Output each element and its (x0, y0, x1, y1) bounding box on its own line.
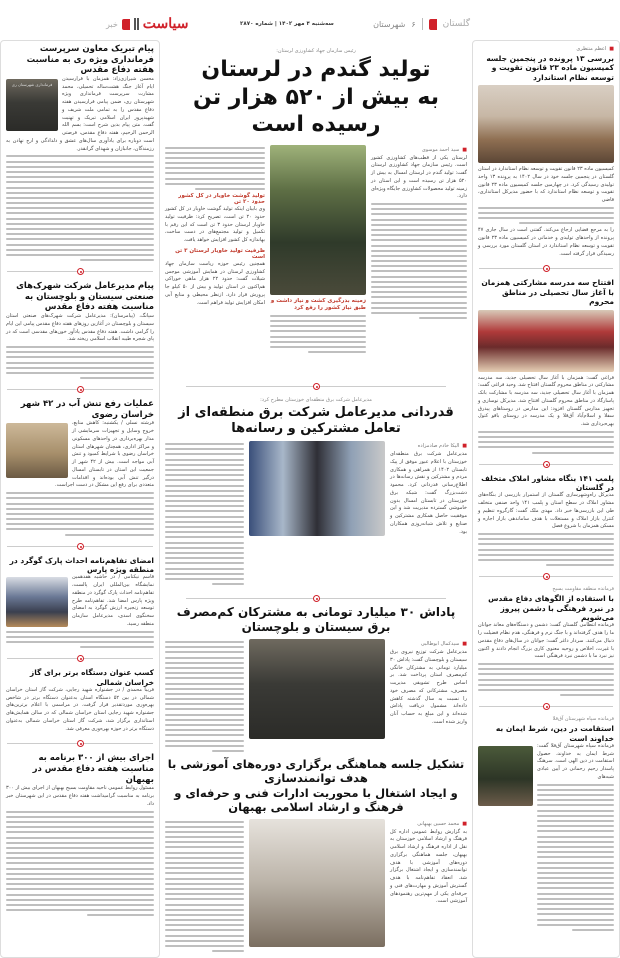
school-opening-photo (478, 310, 614, 372)
subhead: تولید گوشت خاویار در کل کشور حدود ۲۰ تن (178, 193, 265, 205)
article-body: فرمانده سپاه شهرستان آق‌قلا گفت: شرط ایمان به خداوند، حصول استقامت در دین الهی است. سرهنگ پاسدار رحیم رحمانی در آیین عبادی شبه‌های (537, 742, 614, 780)
headline-line-2[interactable]: و ایجاد اشتغال با محوریت ادارات فنی و حرفه‌ای و فرهنگ و ارشاد اسلامی بهبهان (174, 785, 458, 815)
trench-photo (6, 423, 68, 478)
official-photo (6, 79, 58, 131)
article-body: مسئول روابط عمومی ناحیه مقاومت بسیج بهبهان از اجرای بیش از ۳۰۰ برنامه به مناسبت گرامیداشت هفته دفاع مقدس در این شهرستان خبر داد. (6, 785, 154, 807)
ceo-portrait-photo (249, 639, 385, 739)
meeting-room-photo (249, 819, 385, 947)
article-sulfur-park (1, 553, 159, 652)
photo-caption: زمینه بذرگیری کشت و نیاز داشت و طبق نیاز کشور را رفع کرد (270, 297, 366, 312)
kicker: مدیرعامل شرکت برق منطقه‌ای خوزستان مطرح کرد: (260, 396, 372, 403)
article-gas-award (1, 665, 159, 736)
meeting-photo (478, 85, 614, 163)
article-body: کمیسیون ماده ۲۳ قانون تقویت و توسعه نظام استاندارد در استان گلستان در پنجمین جلسه خود در سال ۱۴۰۲ به پرونده ۱۳ واحد تولیدی رسیدگی کرد. در چهارمین جلسه کمیسیون ماده ۲۳ قانون تقویت و توسعه نظام استاندارد که با حضور مدیرکل استانداری، قاضی (478, 166, 614, 204)
newspaper-logo: سیاست (142, 16, 189, 32)
byline: الیکا خادم صادمزاده (417, 443, 460, 449)
kicker: رئیس سازمان جهاد کشاورزی لرستان: (276, 48, 356, 54)
headline[interactable]: پیام مدیرعامل شرکت شهرک‌های صنعتی سیستان و بلوچستان به مناسبت هفته دفاع مقدس (16, 281, 154, 313)
article-standards-commission (473, 41, 619, 261)
story-khuzestan-electric: مدیرعامل شرکت برق منطقه‌ای خوزستان مطرح کرد: قدردانی مدیرعامل شرکت برق منطقه‌ای از تعامل مشترکین و رسانه‌ها ■ الیکا خادم صادمزاده مدیرعامل شرکت برق منطقه‌ای خوزستان با اعلام عبور موفق از پیک تابستان ۱۴۰۲ از همراهی و همکاری مردم و مشترکین و نقش رسانه‌ها در اطلاع‌رسانی قدردانی کرد. محمود دشت‌بزرگ گفت: شبکه برق خوزستان در تابستان امسال بدون خاموشی گسترده مدیریت شد و این موفقیت حاصل همکاری مشترکین و صنایع و تلاش شبانه‌روزی همکاران بود. (160, 394, 472, 595)
article-body: به گزارش روابط عمومی اداره کل فرهنگ و ارشاد اسلامی خوزستان به نقل از اداره فرهنگ و ارشاد اسلامی بهبهان، جلسه هماهنگی برگزاری دوره‌های آموزشی با هدف توانمندسازی و ایجاد اشتغال برگزار شد. انعقاد تفاهم‌نامه با هدف گسترش آموزش و مهارت‌های فنی و حرفه‌ای یکی از مهم‌ترین رهنمودهای آموزشی است. (390, 828, 467, 905)
separator (180, 382, 452, 390)
section-label: شهرستان (373, 19, 406, 29)
story-behbahan-training: تشکیل جلسه هماهنگی برگزاری دوره‌های آموزشی با هدف توانمندسازی و ایجاد اشتغال با محوریت ادارات فنی و حرفه‌ای و فرهنگ و ارشاد اسلامی بهبهان ■ محمد حسین بهبهانی به گزارش روابط عمومی اداره کل فرهنگ و ارشاد اسلامی خوزستان به نقل از اداره فرهنگ و ارشاد اسلامی بهبهان، جلسه هماهنگی برگزاری دوره‌های آموزشی با هدف توانمندسازی و ایجاد اشتغال برگزار شد. انعقاد تفاهم‌نامه با هدف گسترش آموزش و مهارت‌های فنی و حرفه‌ای یکی از مهم‌ترین رهنمودهای آموزشی است. (160, 754, 472, 957)
article-defense-week-programs (1, 750, 159, 919)
issue-info: سه‌شنبه ۴ مهر ۱۴۰۲ | شماره ۲۸۷۰ (240, 21, 334, 27)
flag-icon (122, 19, 130, 30)
headline-line-1[interactable]: تشکیل جلسه هماهنگی برگزاری دوره‌های آموزشی با هدف توانمندسازی (167, 757, 465, 786)
article-body: قاسم نیکنامی / در حاشیه هفدهمین نمایشگاه بین‌المللی ایران پالست، تفاهم‌نامه احداث پارک گوگرد در منطقه ویژه پارس امضا شد. تفاهم‌نامه طرح توسعه زنجیره ارزش گوگرد به امضای سخنگوی اسدی، مدیرعامل سازمان منطقه رسید. (72, 574, 154, 627)
official-wheat-photo (270, 145, 366, 295)
left-column (0, 40, 160, 958)
byline: ■ اعظم منتظری (576, 46, 614, 52)
article-sistan-industrial (1, 278, 159, 382)
separator (1, 267, 159, 275)
separator (1, 542, 159, 550)
photo-banner: فرمانداری شهرستان ری (11, 81, 53, 87)
separator (473, 702, 619, 710)
article-cultural-battle (473, 583, 619, 699)
photo-column (270, 145, 366, 375)
page-number: ۶ (411, 19, 416, 29)
separator (1, 385, 159, 393)
commander-photo (478, 746, 533, 806)
headline[interactable]: عملیات رفع تنش آب در ۴۲ شهر خراسان رضوی (20, 399, 154, 420)
kicker: فرمانده منطقه مقاومت بسیج (552, 586, 614, 593)
story-sistan-reward: پاداش ۳۰ میلیارد تومانی به مشترکان کم‌مصرف برق سیستان و بلوچستان ■ سیدکمال ابوطالبی مدیرعامل شرکت توزیع نیروی برق سیستان و بلوچستان گفت: پاداش ۳۰ میلیارد تومانی به مشترکان خانگی کم‌مصرف استان پرداخت شد. بر اساس طرح تشویقی مدیریت مصرف، مشترکانی که مصرف خود را نسبت به سال گذشته کاهش داده‌اند مشمول دریافت پاداش شده‌اند و این مبلغ به حساب آنان واریز شده است. (160, 602, 472, 754)
article-body: سپانگ، (پیامرسان): مدیرعامل شرکت شهرک‌های صنعتی استان سیستان و بلوچستان در آغازین روزهای هفته دفاع مقدس پیامی این ایام را گرامی داشت. هفته دفاع مقدس یادآور خون‌های مقدسی است که در پای شجره طیبه انقلاب اسلامی ریخته شد. (6, 313, 154, 343)
byline: سیدکمال ابوطالبی (420, 641, 460, 647)
kicker: فرمانده سپاه شهرستان آق‌قلا (552, 716, 614, 723)
article-faith (473, 713, 619, 934)
lead-story-body (165, 145, 467, 375)
separator (1, 654, 159, 662)
signing-photo (6, 577, 68, 627)
article-rey-message (1, 41, 159, 264)
article-body: مدیرعامل شرکت توزیع نیروی برق سیستان و بلوچستان گفت: پاداش ۳۰ میلیارد تومانی به مشترکان خانگی کم‌مصرف استان پرداخت شد. بر اساس طرح تشویقی مدیریت مصرف، مشترکانی که مصرف خود را نسبت به سال گذشته کاهش داده‌اند مشمول دریافت پاداش شده‌اند و این مبلغ به حساب آنان واریز شده است. (390, 649, 467, 725)
text-column-right: ■ سید احمد موسوی لرستان یکی از قطب‌های کشاورزی کشور است. رئیس سازمان جهاد کشاورزی لرستان گفت: تولید گندم در لرستان امسال به بیش از ۵۲۰ هزار تن رسیده است و این استان در زمینه تولید محصولات کشاورزی جایگاه ویژه‌ای دارد. (371, 145, 467, 375)
subhead: ظرفیت تولید خاویار لرستان ۳ تن است (175, 247, 265, 260)
lead-story-wheat (160, 40, 472, 378)
headline[interactable]: افتتاح سه مدرسه مشارکتی همزمان با آغاز سال تحصیلی در مناطق محروم (481, 278, 614, 307)
byline: سید احمد موسوی (421, 146, 460, 153)
byline: محمد حسین بهبهانی (417, 820, 460, 827)
separator (180, 594, 452, 602)
headline-line-2[interactable]: به بیش از ۵۲۰ هزار تن رسیده است (193, 84, 439, 137)
article-body: مدیرعامل شرکت برق منطقه‌ای خوزستان با اعلام عبور موفق از پیک تابستان ۱۴۰۲ از همراهی و همکاری مردم و مشترکین و نقش رسانه‌ها در اطلاع‌رسانی قدردانی کرد. محمود دشت‌بزرگ گفت: شبکه برق خوزستان در تابستان امسال بدون خاموشی گسترده مدیریت شد و این موفقیت حاصل همکاری مشترکین و صنایع و تلاش شبانه‌روزی همکاران بود. (390, 451, 468, 535)
headline[interactable]: کسب عنوان دستگاه برتر برای گاز خراسان شمالی (29, 668, 154, 687)
separator (473, 460, 619, 468)
main-column (160, 40, 472, 958)
separator (473, 572, 619, 580)
section-flag-icon (429, 19, 437, 30)
headline[interactable]: پلمب ۱۴۱ بنگاه مشاور املاک متخلف در گلستان (481, 473, 614, 492)
headline[interactable]: قدردانی مدیرعامل شرکت برق منطقه‌ای از تعامل مشترکین و رسانه‌ها (178, 404, 454, 436)
headline-line-1[interactable]: تولید گندم در لرستان (201, 57, 431, 82)
article-body: مدیرکل راه‌وشهرسازی گلستان از استمرار بازرسی از بنگاه‌های مشاور املاک در سطح استان و پلمب ۱۴۱ واحد صنفی متخلف طی این بازرسی‌ها خبر داد. مهدی ملک گفت: گارگروه تنظیم و کنترل بازار املاک و مستغلات با هدف ساماندهی بازار اجاره و مسکن همزمان با شروع فصل (478, 492, 614, 530)
separator (1, 739, 159, 747)
headline[interactable]: استقامت در دین، شرط ایمان به خداوند است (495, 724, 614, 743)
article-body: فراغی گفت: همزمان با آغاز سال تحصیلی جدید، سه مدرسه مشارکتی در مناطق محروم گلستان افتتاح شد. وحید فراغی گفت: همزمان با آغاز سال تحصیلی جدید، سه مدرسه با مشارکت بانک پاسارگاد در مناطق محروم گلستان افتتاح شد. مدیرکل نوسازی و تجهیز مدارس گلستان افزود: این مدارس در روستاهای پیدرق سفلا و اسلام‌آباد آق‌قلا و یک مدرسه در روستای باقو کتول بهره‌برداری شد. (478, 374, 614, 428)
separator (473, 264, 619, 272)
divider (422, 18, 423, 30)
article-body: فرمانده انتظامی گلستان گفت: دشمن و دستگاه‌های معاند جوانان ما را هدف گرفته‌اند و با جنگ نرم و فرهنگی، هدم نظام فضیلت را دنبال می‌کنند. سردار داغر گفت: جوانان در سال‌های دفاع مقدس با غیرت، اخلاص و روحیه معنوی کاری بزرگ انجام دادند و اکنون نیز نبرد ما با دشمن نبرد فرهنگی است (478, 622, 614, 660)
ceo-office-photo (249, 441, 385, 536)
headline[interactable]: امضای تفاهم‌نامه احداث پارک گوگرد در منطقه ویژه پارس (9, 555, 154, 574)
text-column-left: تولید گوشت خاویار در کل کشور حدود ۲۰ تن وی بابیان اینکه تولید گوشت خاویار در کل کشور حدود ۲۰ تن است، تصریح کرد: ظرفیت تولید خاویار لرستان حدود ۳ تن است که این رقم با تکمیل و تولید مجتمع‌های در دست ساخت، بهاندازه کل کشور افزایش خواهد یافت. ظرفیت تولید خاویار لرستان ۳ تن است همچنین رئیس حوزه ریاست سازمان جهاد کشاورزی لرستان در همایش آموزشی موجس شیلات گفت: حدود ۲۲ هزار ماهی خوراکی هم‌اکنون در استان تولید و بیش از ۵۰ کیلو جا پرورش قرار دارد. ازنظر محیطی و منابع آبی امکان افزایش تولید فراهم است. (165, 145, 265, 375)
headline[interactable]: با استفاده از الگوهای دفاع مقدس در نبرد فرهنگی با دشمن پیروز می‌شویم (488, 594, 614, 622)
article-closing: را به مرجع قضایی ارجاع می‌کند. گفتنی است در سال جاری ۴۷ پرونده از واحدهای تولیدی و خدماتی در کمیسیون ماده ۲۳ قانون تقویت و توسعه نظام استاندارد در استان گلستان مورد بررسی و رسیدگی قرار گرفته است. (478, 227, 614, 257)
article-body: محسن شیرازی‌زاد: همزمان با فرارسیدن ایام آغاز جنگ هشت‌ساله تحمیلی، محمد مشارت سرپرست فرمانداری ویژه شهرستان ری، ضمن پیامی فرارسیدن هفته دفاع مقدس را به تمامی ملت شریف و شهیدپرور ایران اسلامی تبریک و تهنیت گفت. متن پیام بدین شرح است: بسم الله الرحمن الرحیم، هفته دفاع مقدس، فرصتی است دوباره برای یادآوری سال‌های عشق و دلدادگی و ارج نهادن به رزمندگان، جانبازان و شهدای گرانقدر. (6, 75, 154, 152)
article-water-stress (1, 396, 159, 539)
brand-mark: ■ (609, 46, 614, 52)
right-column (472, 40, 620, 958)
section-header (373, 18, 470, 30)
masthead (0, 0, 620, 40)
headline[interactable]: پاداش ۳۰ میلیارد تومانی به مشترکان کم‌مصرف برق سیستان و بلوچستان (176, 605, 456, 634)
article-body: فریبا محمدی / در جشنواره شهید رجایی، شرکت گاز استان خراسان شمالی در بین ۵۲ دستگاه استان به‌عنوان دستگاه برتر در شاخص بهره‌وری موردتقدیر قرار گرفت. در مراسمی با اعلام برترین‌های جشنواره شهید رجایی استان خراسان شمالی که در سالن همایش‌های استانداری برگزار شد، شرکت گاز استان خراسان شمالی به‌عنوان دستگاه برتر در حوزه بهره‌وری معرفی شد. (6, 686, 154, 732)
headline[interactable]: اجرای بیش از ۳۰۰ برنامه به مناسبت هفته دفاع مقدس در بهبهان (32, 753, 154, 785)
article-body: فرشته نسلی / یکشنبه: کاهش منابع، خروج وسایل و تجهیزات سرمایشی از مدار بهره‌برداری در واحدهای مسکونی و مراکز اداری، همچنان شهرهای استان خراسان رضوی با شرایط کمبود و تنش آبی مواجه است. بیش از ۴۲ شهر از جمعیت این استان در تابستان امسال درگیر تنش آبی بوده‌اند و اقدامات متعددی برای رفع این مشکل در دست اجراست. (55, 420, 154, 489)
article-realestate (473, 471, 619, 570)
logo-block (106, 16, 188, 32)
headline[interactable]: بررسی ۱۳ پرونده در پنجمین جلسه کمیسیون ماده ۲۳ قانون تقویت و توسعه نظام استاندارد (486, 54, 614, 82)
article-school-opening (473, 275, 619, 456)
headline[interactable]: پیام تبریک معاون سرپرست فرمانداری ویژه ری به مناسبت هفته دفاع مقدس (26, 44, 154, 76)
news-label: خبر (106, 19, 118, 29)
province-label: گلستان (442, 19, 470, 29)
logo-bars-icon (134, 18, 139, 30)
